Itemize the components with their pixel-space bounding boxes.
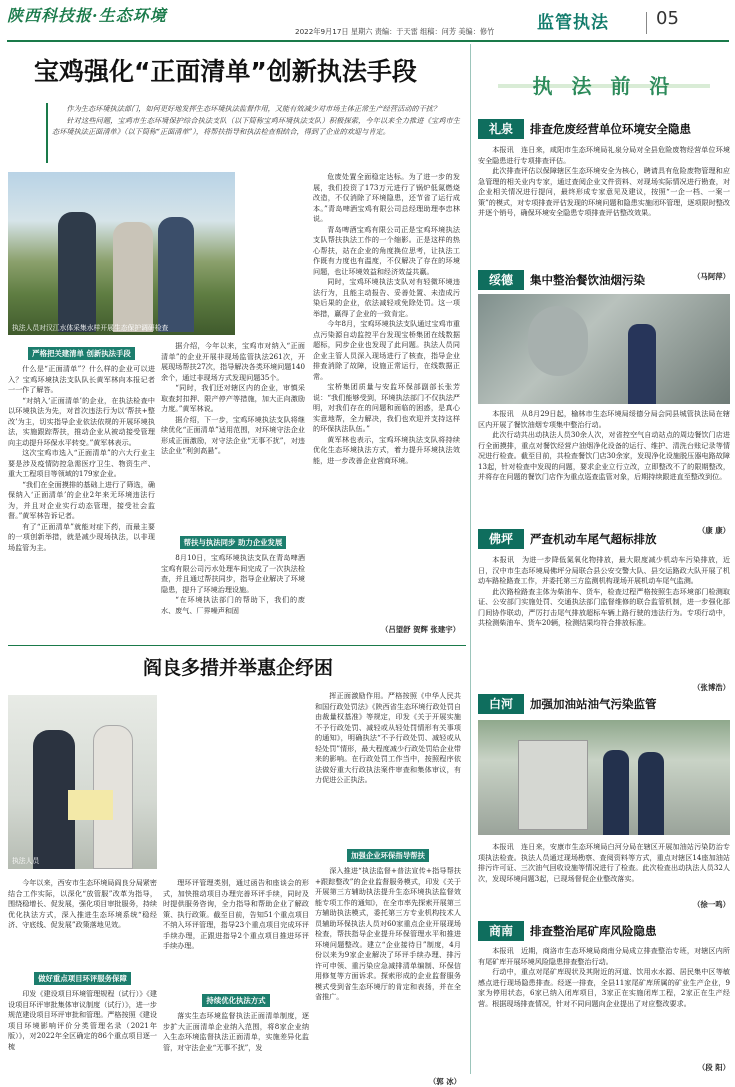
paragraph: 8月10日，宝鸡环境执法支队在青岛啤酒宝鸡有限公司污水处理车间完成了一次执法检查，并且通过帮扶同步，指导企业解决了环境隐患，提升了环境治理设施。 <box>161 553 305 594</box>
paragraph: 本报讯 连日来，咸阳市生态环境局礼泉分局对全县危险废物经营单位环境安全隐患进行专项排查评估。 <box>478 145 730 165</box>
masthead-logo: 陕西科技报·生态环境 <box>7 6 167 25</box>
news-item-header <box>478 921 730 941</box>
city-tag: 白河 <box>478 694 524 714</box>
paragraph: “在环境执法部门的帮助下，我们的废水、废气、厂界噪声和固 <box>161 595 305 615</box>
paragraph: “对纳入‘正面清单’的企业，在执法检查中以环境执法为先，对首次违法行为以‘帮扶+整改’为主，切实指导企业依法依规的开展环境执法，实施跟踪帮扶，推动企业从被动接受管理向主动提升环保水平转变。”黄军林表示。 <box>8 395 155 447</box>
person-figure <box>638 752 664 835</box>
paragraph: 据介绍，下一步，宝鸡环境执法支队将继续优化“正面清单”适用范围，对环境守法企业形成正面激励，对守法企业“无事不扰”，对违法企业“利剑高悬”。 <box>161 414 305 455</box>
paragraph: 本报讯 为进一步降低氮氧化物排放，最大限度减少机动车污染排放，近日，汉中市生态环境局佛坪分局联合县公安交警大队、县交运路政大队开展了机动车路检路查工作，并委托第三方监测机构现场开展机动车尾气监测。 <box>478 555 730 585</box>
news-item-byline: （马阿萍） <box>693 272 730 281</box>
news-item-byline: （徐一鸣） <box>693 900 730 909</box>
issue-info: 2022年9月17日 星期六 责编：于天雷 组稿：问芳 美编：修竹 <box>295 27 495 36</box>
news-item-header <box>478 694 730 714</box>
second-byline: （郭 冰） <box>428 1077 461 1086</box>
lead-col2 <box>161 341 305 648</box>
news-item-body <box>478 946 730 1062</box>
news-item-header <box>478 529 730 549</box>
paragraph: 印发《建设项目环境管理规程（试行）》《建设项目环评审批集体审议制度（试行）》，进一步规范建设项目环评审批和管理。严格按照《建设项目环境影响评价分类管理名录（2021年版）》，对2022年全区确定的86个重点项目逐一梳 <box>8 989 157 1051</box>
news-item-title: 排查危废经营单位环境安全隐患 <box>530 122 691 136</box>
paragraph: 此次路检路查主体为柴油车、货车，检查过程严格按照生态环境部门检测取证、公安部门实施处罚、交通执法部门监督维修的联合监管机制，进一步强化部门间协作联动，严厉打击尾气排放超标车辆上路行驶的违法行为。专项行动中，共检测柴油车、货车20辆，检测结果均符合排放标准。 <box>478 586 730 627</box>
lead-byline: （吕望舒 贺辉 张建宇） <box>380 625 460 634</box>
masthead <box>0 0 735 42</box>
news-item-body <box>478 145 730 265</box>
city-tag: 商南 <box>478 921 524 941</box>
news-item-header <box>478 119 730 139</box>
city-tag: 佛坪 <box>478 529 524 549</box>
news-item-title: 集中整治餐饮油烟污染 <box>530 273 645 287</box>
fuel-equipment <box>518 740 588 830</box>
banner <box>478 66 730 106</box>
paragraph: 行动中，重点对尾矿库现状及其附近的河道、饮用水水源、居民集中区等敏感点进行现场隐患排查。经逐一排查，全县11家尾矿库所属的矿业生产企业，9家为停用状态，6家已纳入闭库项目，3家正在实施闭库工程，2家正在生产经营。根据现场排查情况，针对不同问题向企业提出了对应整改要求。 <box>478 967 730 1008</box>
paragraph: 今年以来，西安市生态环境局阎良分局紧密结合工作实际，以深化“放管服”改革为指导，围绕稳增长、促发展，强化项目审批服务，持续优化执法方式，深入推进生态环境系统“稳经济、守底线、促发展”政策落地见效。 <box>8 878 157 929</box>
duct-equipment <box>528 306 588 376</box>
paragraph: 黄军林也表示，宝鸡环境执法支队将持续优化生态环境执法方式，着力提升环境执法效能，进一步改善企业营商环境。 <box>313 434 460 465</box>
paragraph: 有了“正面清单”就能对症下药，而最主要的一项创新举措，就是减少现场执法，以非现场监管为主。 <box>8 521 155 552</box>
paragraph: 挥正面激励作用。严格按照《中华人民共和国行政处罚法》《陕西省生态环境行政处罚自由裁量权基准》等规定，印发《关于开展实施不予行政处罚、减轻或从轻处罚情形有关事项的通知》，明确执法“不予行政处罚、减轻或从轻处罚”情形，最大程度减少行政处罚给企业带来的影响。在行政处罚工作当中，按照程序依法做好重大行政执法案件审查和集体审议，有力促进公正执法。 <box>315 691 461 784</box>
lead-photo <box>8 172 235 335</box>
second-col1 <box>8 878 157 1073</box>
paragraph: 此次行动共出动执法人员30余人次，对省控空气自动站点的周边餐饮门店进行全面摸排，重点对餐饮经营户油烟净化设备的运行、维护、清洗台账记录等情况进行检查。截至目前，共检查餐饮门店30余家，发现净化设施脱压器电路故障13起，针对检查中发现的问题，要求企业立行立改，立即整改不了的限期整改，并将存在问题的餐饮门店作为重点巡查监管对象，后期持续跟进直至整改到位。 <box>478 430 730 481</box>
news-item-photo <box>478 720 730 835</box>
person-figure <box>158 217 194 332</box>
lead-intro-bracket <box>46 103 48 163</box>
page-divider <box>646 12 647 34</box>
section-divider <box>8 645 466 646</box>
news-item-header <box>478 270 730 290</box>
news-item-body <box>478 555 730 680</box>
lead-intro <box>52 103 460 165</box>
city-tag: 绥德 <box>478 270 524 290</box>
masthead-rule <box>7 40 729 42</box>
subhead: 严格把关建清单 创新执法手段 <box>28 347 135 360</box>
paragraph: 什么是“正面清单”？什么样的企业可以进入？宝鸡环境执法支队队长黄军林向本报记者一一作了解答。 <box>8 364 155 394</box>
paragraph: 宝桥集团质量与安监环保部副部长张芳说：“我们能够受到，环境执法部门不仅执法严明，对我们存在的问题和面临的困惑，是真心实意地帮，全力解决，我们也欢迎并支持这样的环保执法队伍。” <box>313 382 460 433</box>
section-name: 监管执法 <box>537 13 609 33</box>
subhead: 做好重点项目环评服务保障 <box>34 972 131 985</box>
document-prop <box>68 790 113 820</box>
paragraph: “我们在全面摸排的基础上进行了筛选，确保纳入‘正面清单’的企业2年来无环境违法行为，并且对企业实行动态管理，接受社会监督。”黄军林告诉记者。 <box>8 479 155 520</box>
lead-title: 宝鸡强化“正面清单”创新执法手段 <box>34 57 417 86</box>
subhead: 帮扶与执法同步 助力企业发展 <box>180 536 287 549</box>
page-number: 05 <box>656 8 679 29</box>
news-item-title: 排查整治尾矿库风险隐患 <box>530 924 657 938</box>
news-item-photo <box>478 294 730 404</box>
paragraph: 深入推进“执法监督+普法宣传+指导帮扶+跟踪整改”的企业监督服务模式，印发《关于开展第三方辅助执法提升生态环境执法监督效能专项工作的通知》，在全市率先探索开展第三方辅助执法模式，委托第三方专业机构技术人员辅助环保执法人员对60家重点企业开展现场检查，帮扶指导企业提升环保管理水平和推进环境问题整改。建立“企业接待日”制度，4月份以来为9家企业解决了环评手续办理、排污许可申领、重污染应急减排清单编制、环保信用修复等方面诉求。探索形成的企业监督服务模式受到省生态环境厅的肯定和表扬，并在全省推广。 <box>315 866 461 1001</box>
paragraph: 青岛啤酒宝鸡有限公司正是宝鸡环境执法支队帮扶执法工作的一个缩影。正是这样的热心帮扶，站在企业的角度换位思考，让执法工作既有力度也有温度，不仅解决了存在的环境问题，也让环境效益和经济效益共赢。 <box>313 224 460 276</box>
paragraph: 落实生态环境监督执法正面清单制度，逐步扩大正面清单企业纳入范围，将8家企业纳入生态环境监督执法正面清单，实施差异化监管，对守法企业“无事不扰”，发 <box>163 1011 309 1052</box>
lead-col3 <box>313 172 460 635</box>
news-item-byline: （康 康） <box>697 526 730 535</box>
news-item-title: 加强加油站油气污染监管 <box>530 697 657 711</box>
news-item-body <box>478 409 730 524</box>
second-col2 <box>163 878 309 1084</box>
person-figure <box>628 324 656 404</box>
banner-text: 执 法 前 沿 <box>532 74 676 98</box>
news-item-byline: （段 阳） <box>697 1063 730 1072</box>
news-item-byline: （张博浩） <box>693 683 730 692</box>
second-title: 阎良多措并举惠企纾困 <box>142 657 333 679</box>
lead-photo-caption: 执法人员对汉江水体采集水样开展生态保护调研检查 <box>12 324 169 332</box>
subhead: 加强企业环保指导帮扶 <box>347 849 429 862</box>
person-figure <box>113 222 153 332</box>
paragraph: 此次排查评估以保障辖区生态环境安全为核心，聘请具有危险废物管理和应急管理的相关业内专家，通过查阅企业文件资料、对现场实际情况进行勘查，对企业相关情况进行提问，最终形成专家意见及建议，按照“一企一档、一案一策”的模式，对专项排查评估发现的环境问题和隐患实施闭环管理，逐项限时整改并逐个销号，确保环境安全隐患专项排查评估整改效果。 <box>478 166 730 217</box>
person-figure <box>58 212 96 332</box>
second-photo-caption: 执法人员 <box>12 857 40 865</box>
intro-paragraph: 作为生态环境执法部门，如何更好地发挥生态环境执法监督作用，又能有效减少对市场主体正常生产经营活动的干扰？ <box>66 104 441 113</box>
paragraph: 本报讯 连日来，安康市生态环境局白河分局在辖区开展加油站污染防治专项执法检查。执法人员通过现场勘察、查阅资料等方式，重点对辖区14座加油站排污许可证、三次油气回收设施等情况进行了检查。此次检查出动执法人员32人次，发现环境问题3起，已现场督促企业整改落实。 <box>478 842 730 883</box>
paragraph: “同时，我们还对辖区内的企业，审慎采取查封扣押、限产停产等措施，加大正向激励力度。”黄军林说。 <box>161 383 305 413</box>
paragraph: 据介绍，今年以来，宝鸡市对纳入“正面清单”的企业开展非现场监管执法261次，开展现场帮扶27次，指导解决各类环境问题140余个，通过非现场方式发现问题35个。 <box>161 341 305 382</box>
right-column-border <box>470 44 471 1074</box>
second-col3 <box>315 691 461 1087</box>
subhead: 持续优化执法方式 <box>202 994 269 1007</box>
news-item-body <box>478 842 730 902</box>
person-figure <box>603 750 629 835</box>
paragraph: 危废处置全面稳定达标。为了进一步的发展，我们投资了173万元进行了锅炉低氮燃烧改造，不仅消除了环境隐患，还节省了运行成本。”青岛啤酒宝鸡有限公司总经理助理李忠林说。 <box>313 172 460 223</box>
paragraph: 本报讯 近期，商洛市生态环境局商南分局成立排查整治专班，对辖区内所有尾矿库开展环境风险隐患排查整治行动。 <box>478 946 730 966</box>
paragraph: 今年8月，宝鸡环境执法支队通过宝鸡市重点污染源自动监控平台发现宝桥集团在线数据超标，同步企业也发现了此问题。执法人员同企业主管人员深入现场进行了核查，指导企业排查消除了故障，设施正常运行，在线数据正常。 <box>313 319 460 381</box>
second-photo <box>8 695 157 869</box>
city-tag: 礼泉 <box>478 119 524 139</box>
paragraph: 理环评管理类别，通过函告和座谈会的形式，加快推动项目办理完善环评手续，同时及时提供服务咨询，全力指导和帮助企业了解政策、执行政策。截至目前，告知51个重点项目不纳入环评管理，指导23个重点项目完成环评手续办理，正跟进指导2个重点项目推进环评手续办理。 <box>163 878 309 950</box>
paragraph: 这次宝鸡市选入“正面清单”的六大行业主要是涉及疫情防控急需医疗卫生、物资生产、重大工程项目等领域的179家企业。 <box>8 448 155 478</box>
intro-paragraph: 针对这些问题，宝鸡市生态环境保护综合执法支队（以下简称宝鸡环境执法支队）积极探索，今年以来全力推进《宝鸡市生态环境执法正面清单》（以下简称“正面清单”），将帮扶指导和执法检查相结合，得到了企业的欢迎与肯定。 <box>52 115 460 136</box>
news-item-title: 严查机动车尾气超标排放 <box>530 532 657 546</box>
paragraph: 本报讯 从8月29日起，榆林市生态环境局绥德分局会同县城管执法局在辖区内开展了餐饮油烟专项集中整治行动。 <box>478 409 730 429</box>
paragraph: 同时，宝鸡环境执法支队对有轻微环境违法行为，且能主动报告、妥善处置、未造成污染后果的企业，依法减轻或免除处罚。这一项举措，赢得了企业的一致肯定。 <box>313 277 460 318</box>
